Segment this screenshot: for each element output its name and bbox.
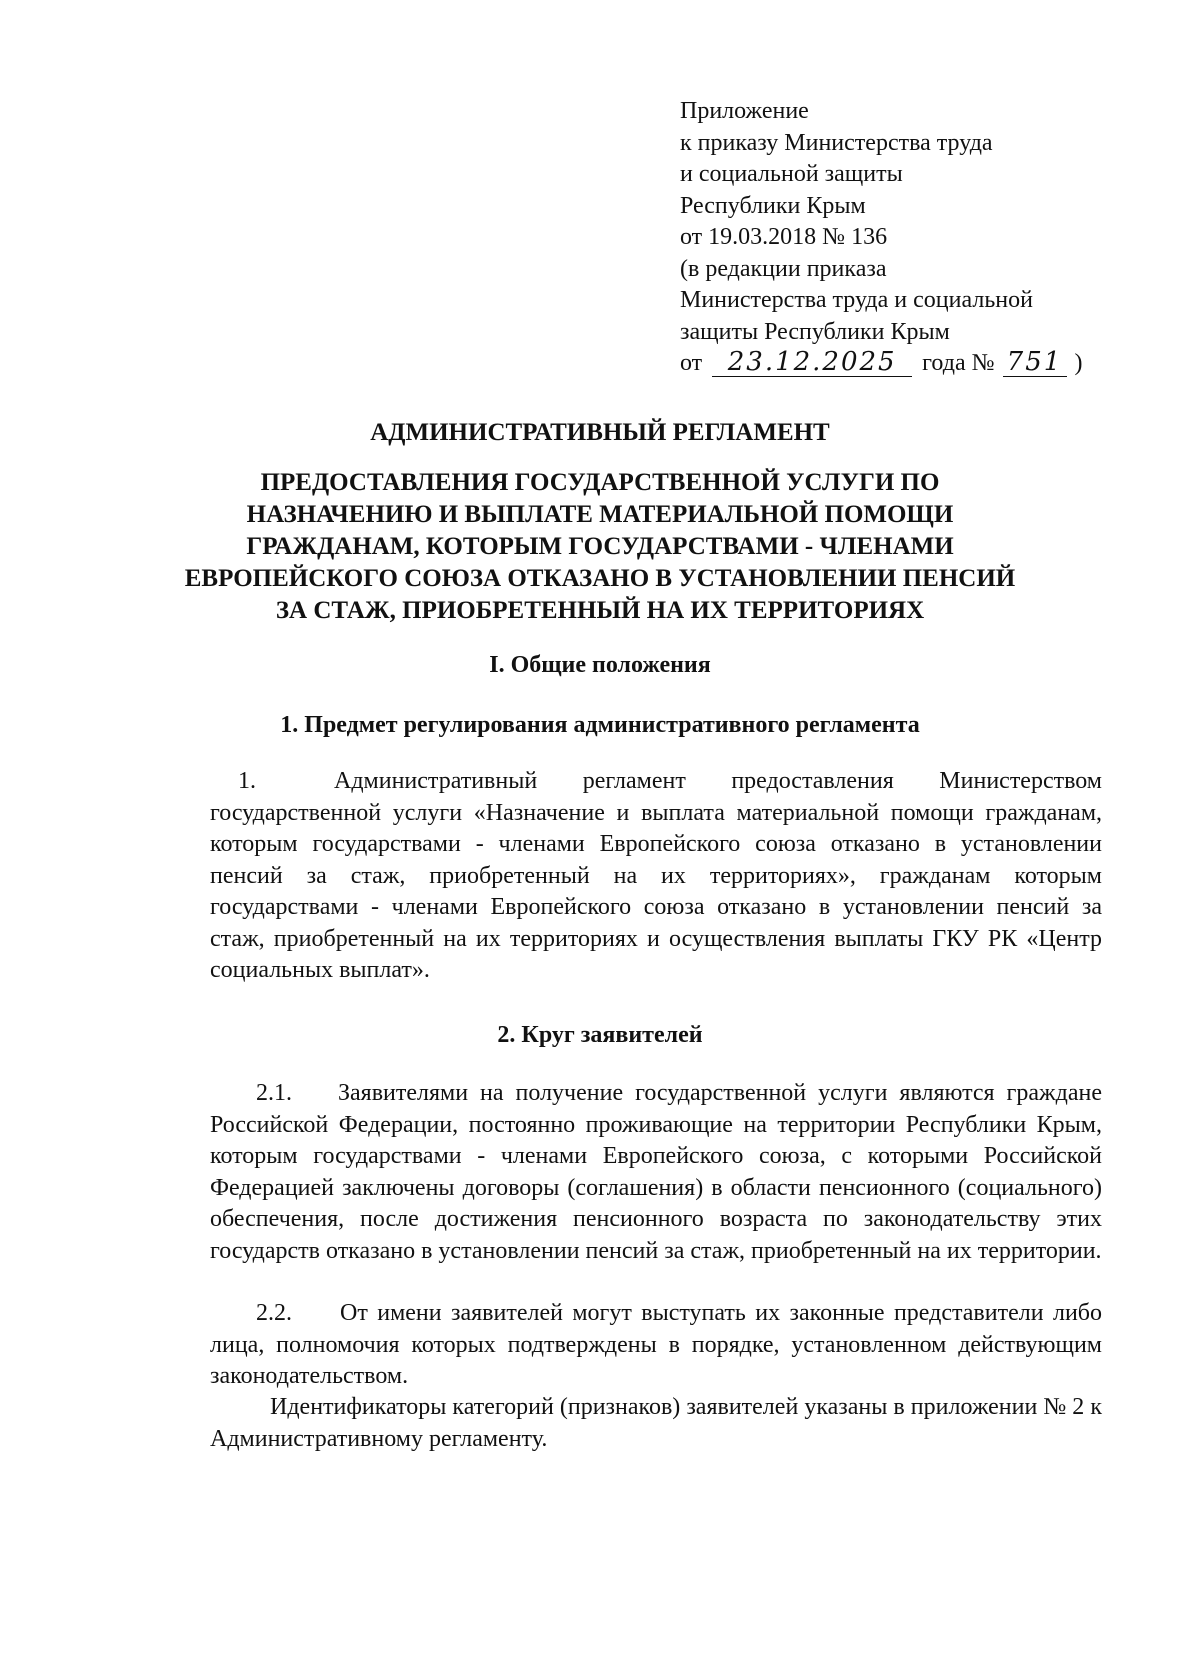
subtitle-line: ПРЕДОСТАВЛЕНИЯ ГОСУДАРСТВЕННОЙ УСЛУГИ ПО — [260, 469, 940, 496]
paragraph-text: Административный регламент предоставления Министерством государственной услуги «Назначение и выплата материальной помощи гражданам, которым государствами - членами Европейского союза отказано в установлении пенсий за стаж, приобретенный на их территориях», гражданам которым государствами - членами Европейского союза отказано в установлении пенсий за стаж, приобретенный на их территориях и осуществления выплаты ГКУ РК «Центр социальных выплат». — [210, 768, 1102, 983]
appendix-line: Министерства труда и социальной — [680, 287, 1033, 313]
subsection-heading-applicants: 2. Круг заявителей — [497, 1022, 703, 1048]
appendix-block — [680, 96, 1083, 380]
paragraph-text: От имени заявителей могут выступать их законные представители либо лица, полномочия которых подтверждены в порядке, установленном действующим законодательством. — [210, 1300, 1102, 1389]
paragraph-number: 1. — [238, 768, 256, 794]
handwritten-number: 751 — [1003, 349, 1067, 377]
paragraph-identifiers: Идентификаторы категорий (признаков) заявителей указаны в приложении № 2 к Административному регламенту. — [210, 1394, 1102, 1452]
appendix-line: Приложение — [680, 98, 809, 124]
amendment-prefix: от — [680, 350, 703, 376]
subsection-heading-subject: 1. Предмет регулирования административного регламента — [280, 712, 920, 738]
paragraph-1 — [210, 766, 1102, 987]
document-subtitle — [0, 467, 1200, 627]
document-title: АДМИНИСТРАТИВНЫЙ РЕГЛАМЕНТ — [370, 419, 830, 446]
closing-paren: ) — [1074, 350, 1083, 376]
paragraph-text: Заявителями на получение государственной услуги являются граждане Российской Федерации, постоянно проживающие на территории Республики Крым, которым государствами - членами Европейского союза, с которыми Российской Федерацией заключены договоры (соглашения) в области пенсионного (социального) обеспечения, после достижения пенсионного возраста по законодательству этих государств отказано в установлении пенсий за стаж, приобретенный на их территории. — [210, 1080, 1102, 1264]
amendment-line — [680, 348, 1083, 380]
paragraph-number: 2.2. — [256, 1300, 292, 1326]
subtitle-line: НАЗНАЧЕНИЮ И ВЫПЛАТЕ МАТЕРИАЛЬНОЙ ПОМОЩИ — [246, 501, 954, 528]
subtitle-line: ЗА СТАЖ, ПРИОБРЕТЕННЫЙ НА ИХ ТЕРРИТОРИЯХ — [275, 597, 925, 624]
paragraph-2-2 — [210, 1298, 1102, 1393]
appendix-line: (в редакции приказа — [680, 255, 887, 282]
section-heading-general: I. Общие положения — [489, 652, 711, 678]
subtitle-line: ЕВРОПЕЙСКОГО СОЮЗА ОТКАЗАНО В УСТАНОВЛЕНИИ ПЕНСИЙ — [184, 565, 1016, 592]
year-label: года № — [922, 350, 995, 376]
appendix-line: от 19.03.2018 № 136 — [680, 224, 888, 250]
appendix-line: к приказу Министерства труда — [680, 129, 993, 156]
appendix-line: и социальной защиты — [680, 161, 903, 187]
subtitle-line: ГРАЖДАНАМ, КОТОРЫМ ГОСУДАРСТВАМИ - ЧЛЕНАМИ — [246, 533, 954, 560]
appendix-line: защиты Республики Крым — [680, 318, 950, 345]
appendix-line: Республики Крым — [680, 192, 866, 219]
paragraph-2-1 — [210, 1078, 1102, 1267]
paragraph-number: 2.1. — [256, 1080, 292, 1106]
handwritten-date: 23.12.2025 — [712, 349, 912, 377]
